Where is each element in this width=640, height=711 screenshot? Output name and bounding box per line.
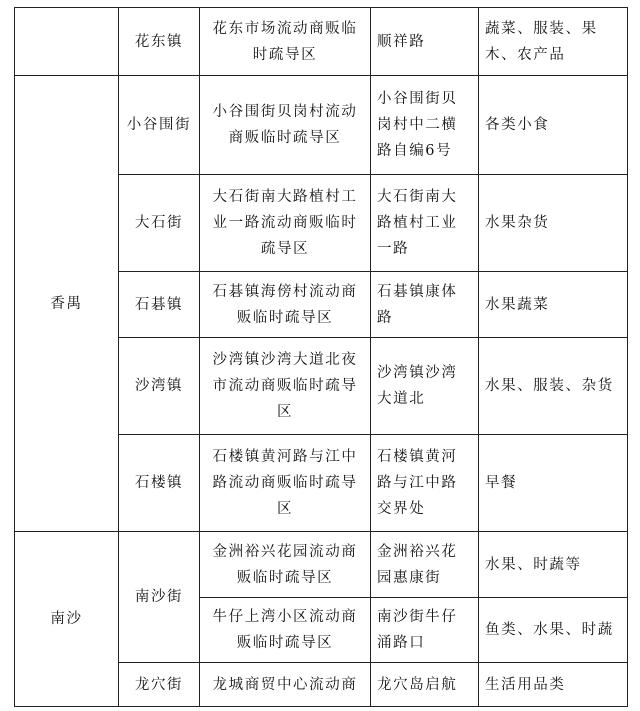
goods-cell: 各类小食 (479, 76, 628, 175)
goods-cell: 水果、服装、杂货 (479, 338, 628, 435)
town-cell: 南沙街 (119, 532, 200, 663)
zone-cell: 沙湾镇沙湾大道北夜市流动商贩临时疏导区 (200, 338, 371, 435)
goods-cell: 水果杂货 (479, 175, 628, 272)
town-cell: 小谷围街 (119, 76, 200, 175)
zone-cell: 花东市场流动商贩临时疏导区 (200, 8, 371, 76)
zone-cell: 牛仔上湾小区流动商贩临时疏导区 (200, 598, 371, 663)
location-cell: 大石街南大路植村工业一路 (371, 175, 479, 272)
town-cell: 花东镇 (119, 8, 200, 76)
zone-cell: 石楼镇黄河路与江中路流动商贩临时疏导区 (200, 435, 371, 532)
district-cell (15, 8, 119, 76)
zone-cell: 金洲裕兴花园流动商贩临时疏导区 (200, 532, 371, 598)
district-cell: 香禺 (15, 76, 119, 532)
location-cell: 金洲裕兴花园惠康街 (371, 532, 479, 598)
table-row (15, 76, 628, 175)
location-cell: 沙湾镇沙湾大道北 (371, 338, 479, 435)
town-cell: 石楼镇 (119, 435, 200, 532)
table-row (15, 532, 628, 598)
goods-cell: 早餐 (479, 435, 628, 532)
town-cell: 大石街 (119, 175, 200, 272)
town-cell: 石碁镇 (119, 272, 200, 338)
town-cell: 龙穴街 (119, 663, 200, 707)
zone-cell: 小谷围街贝岗村流动商贩临时疏导区 (200, 76, 371, 175)
zone-cell: 石碁镇海傍村流动商贩临时疏导区 (200, 272, 371, 338)
location-cell: 龙穴岛启航 (371, 663, 479, 707)
goods-cell: 鱼类、水果、时蔬 (479, 598, 628, 663)
location-cell: 小谷围街贝岗村中二横路自编6号 (371, 76, 479, 175)
location-cell: 石楼镇黄河路与江中路交界处 (371, 435, 479, 532)
goods-cell: 水果、时蔬等 (479, 532, 628, 598)
zone-cell: 龙城商贸中心流动商 (200, 663, 371, 707)
town-cell: 沙湾镇 (119, 338, 200, 435)
goods-cell: 水果蔬菜 (479, 272, 628, 338)
location-cell: 顺祥路 (371, 8, 479, 76)
location-cell: 石碁镇康体路 (371, 272, 479, 338)
district-cell: 南沙 (15, 532, 119, 707)
location-cell: 南沙街牛仔涌路口 (371, 598, 479, 663)
zone-cell: 大石街南大路植村工业一路流动商贩临时疏导区 (200, 175, 371, 272)
goods-cell: 蔬菜、服装、果木、农产品 (479, 8, 628, 76)
vendor-zone-table (14, 7, 628, 707)
goods-cell: 生活用品类 (479, 663, 628, 707)
table-row (15, 8, 628, 76)
